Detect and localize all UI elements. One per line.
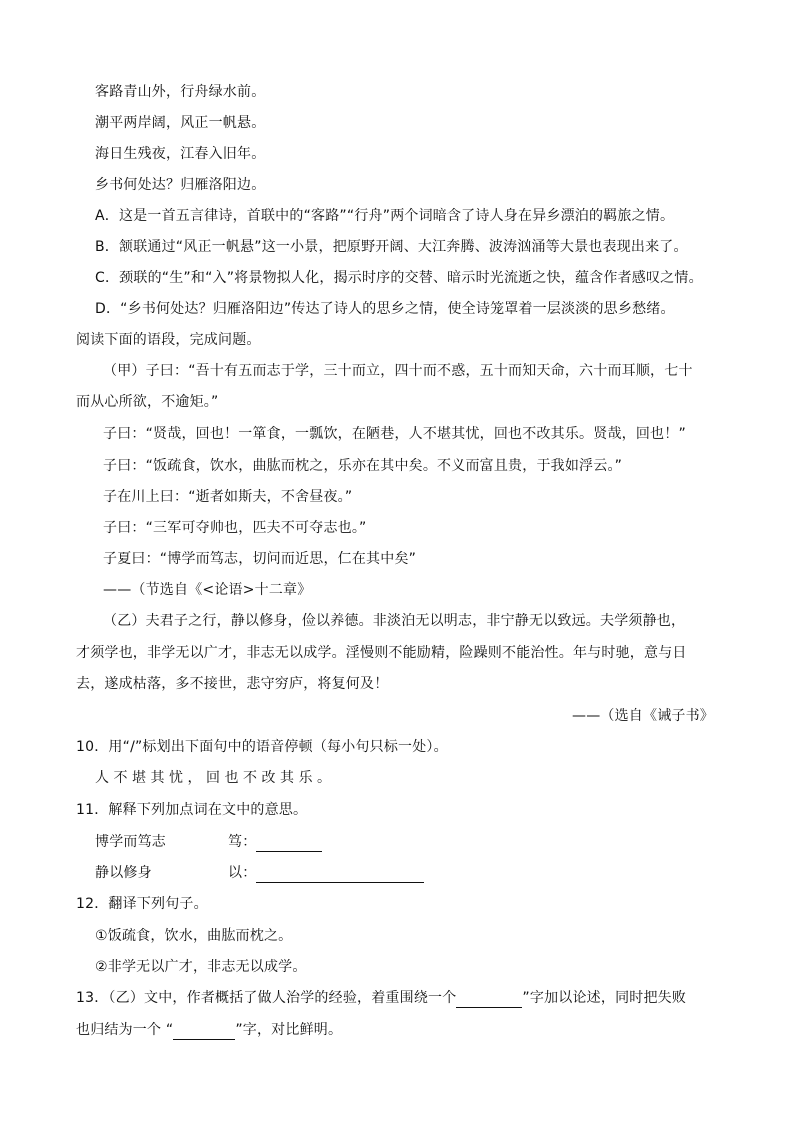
answer-blank-3[interactable] xyxy=(456,991,522,1008)
question-12-item-1: ①饭疏食，饮水，曲肱而枕之。 xyxy=(95,928,293,944)
jia-quote-3: 子在川上曰：“逝者如斯夫，不舍昼夜。” xyxy=(103,489,353,505)
jia-quote-1: 子曰：“贤哉，回也！一箪食，一瓢饮，在陋巷，人不堪其忧，回也不改其乐。贤哉，回也！” xyxy=(103,426,686,442)
jia-quote-4: 子曰：“三军可夺帅也，匹夫不可夺志也。” xyxy=(103,520,367,536)
question-10-prompt: 10．用“/”标划出下面句中的语音停顿（每小句只标一处）。 xyxy=(76,739,448,755)
answer-blank-2[interactable] xyxy=(256,866,424,883)
poem-line-1: 客路青山外，行舟绿水前。 xyxy=(95,84,266,100)
question-13-line-2 xyxy=(76,1020,342,1040)
jia-source: ——（节选自《<论语>十二章》 xyxy=(103,582,312,598)
question-10-sentence: 人不堪其忧，回也不改其乐。 xyxy=(95,770,336,786)
question-13-text-d: ”字，对比鲜明。 xyxy=(235,1022,343,1038)
question-12-prompt: 12．翻译下列句子。 xyxy=(76,896,208,912)
reading-intro: 阅读下面的语段，完成问题。 xyxy=(76,332,261,348)
question-13-line-1 xyxy=(76,988,686,1008)
question-11-word-1: 笃： xyxy=(228,834,257,850)
choice-a: A．这是一首五言律诗，首联中的“客路”“行舟”两个词暗含了诗人身在异乡漂泊的羁旅之情。 xyxy=(95,208,675,224)
yi-line-3: 去，遂成枯落，多不接世，悲守穷庐，将复何及！ xyxy=(76,676,389,692)
yi-source: ——（选自《诫子书》 xyxy=(572,708,714,724)
poem-line-2: 潮平两岸阔，风正一帆悬。 xyxy=(95,115,266,131)
jia-line-2: 而从心所欲，不逾矩。” xyxy=(76,394,219,410)
question-11-word-2: 以： xyxy=(228,865,257,881)
choice-b: B．颔联通过“风正一帆悬”这一小景，把原野开阔、大江奔腾、波涛汹涌等大景也表现出来了。 xyxy=(95,239,688,255)
answer-blank-4[interactable] xyxy=(173,1023,235,1040)
jia-quote-5: 子夏曰：“博学而笃志，切问而近思，仁在其中矣” xyxy=(103,551,417,567)
poem-line-4: 乡书何处达？归雁洛阳边。 xyxy=(95,177,266,193)
question-13-text-c: 也归结为一个 “ xyxy=(76,1022,174,1038)
question-13-text-a: 13．（乙）文中，作者概括了做人治学的经验，着重围绕一个 xyxy=(76,990,457,1006)
jia-quote-2: 子曰：“饭疏食，饮水，曲肱而枕之，乐亦在其中矣。不义而富且贵，于我如浮云。” xyxy=(103,458,623,474)
question-11-phrase-2: 静以修身 xyxy=(95,865,152,881)
poem-line-3: 海日生残夜，江春入旧年。 xyxy=(95,146,266,162)
question-11-phrase-1: 博学而笃志 xyxy=(95,834,166,850)
choice-c: C．颈联的“生”和“入”将景物拟人化，揭示时序的交替、暗示时光流逝之快，蕴含作者感叹之情。 xyxy=(95,270,703,286)
jia-line-1: （甲）子曰：“吾十有五而志于学，三十而立，四十而不惑，五十而知天命，六十而耳顺，七十 xyxy=(103,363,693,379)
question-11-answer-row-2 xyxy=(228,863,424,883)
question-11-prompt: 11．解释下列加点词在文中的意思。 xyxy=(76,802,308,818)
yi-line-2: 才须学也，非学无以广才，非志无以成学。淫慢则不能励精，险躁则不能治性。年与时驰，意与日 xyxy=(76,645,687,661)
question-13-text-b: ”字加以论述，同时把失败 xyxy=(522,990,687,1006)
yi-line-1: （乙）夫君子之行，静以修身，俭以养德。非淡泊无以明志，非宁静无以致远。夫学须静也， xyxy=(103,613,686,629)
question-12-item-2: ②非学无以广才，非志无以成学。 xyxy=(95,959,307,975)
choice-d: D．“乡书何处达？归雁洛阳边”传达了诗人的思乡之情，使全诗笼罩着一层淡淡的思乡愁绪。 xyxy=(95,301,675,317)
answer-blank-1[interactable] xyxy=(256,835,322,852)
question-11-answer-row-1 xyxy=(228,832,322,852)
